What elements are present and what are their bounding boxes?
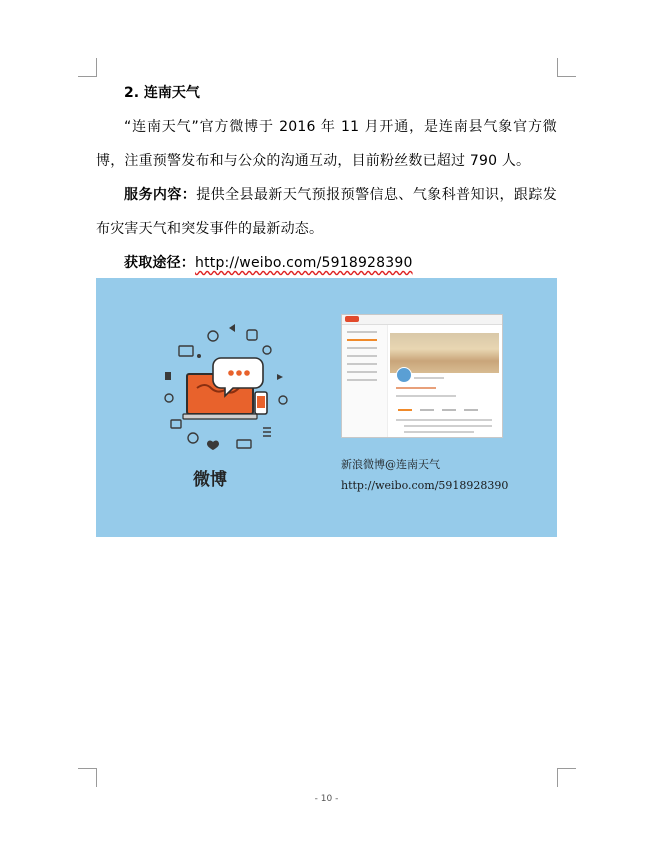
service-paragraph: [96, 178, 557, 246]
access-label: 获取途径：: [124, 255, 195, 271]
crop-mark-top-left: [78, 58, 97, 77]
intro-paragraph: “连南天气”官方微博于 2016 年 11 月开通，是连南县气象官方微博，注重预警发布和与公众的沟通互动，目前粉丝数已超过 790 人。: [96, 119, 557, 169]
weibo-page-screenshot: [341, 314, 503, 438]
crop-mark-bottom-left: [78, 768, 97, 787]
screenshot-topbar: [342, 315, 502, 325]
service-text: 提供全县最新天气预报预警信息、气象科普知识，跟踪发布灾害天气和突发事件的最新动态。: [96, 187, 558, 237]
section-heading: 2. 连南天气: [124, 85, 200, 101]
access-paragraph: [96, 246, 557, 280]
weibo-logo-icon: [345, 316, 359, 322]
caption-weibo-url: http://weibo.com/5918928390: [341, 479, 509, 492]
social-media-illustration: [151, 316, 301, 466]
figure-caption: [341, 454, 508, 496]
weibo-link[interactable]: http://weibo.com/5918928390: [195, 255, 413, 271]
screenshot-sidebar: [342, 325, 388, 437]
weibo-figure: [96, 278, 557, 537]
document-body: [96, 78, 557, 280]
avatar: [396, 367, 412, 383]
caption-weibo-account: 新浪微博@连南天气: [341, 458, 440, 471]
figure-title: 微博: [193, 470, 227, 490]
page-number: - 10 -: [314, 794, 339, 804]
crop-mark-bottom-right: [557, 768, 576, 787]
service-label: 服务内容：: [124, 187, 197, 203]
crop-mark-top-right: [557, 58, 576, 77]
